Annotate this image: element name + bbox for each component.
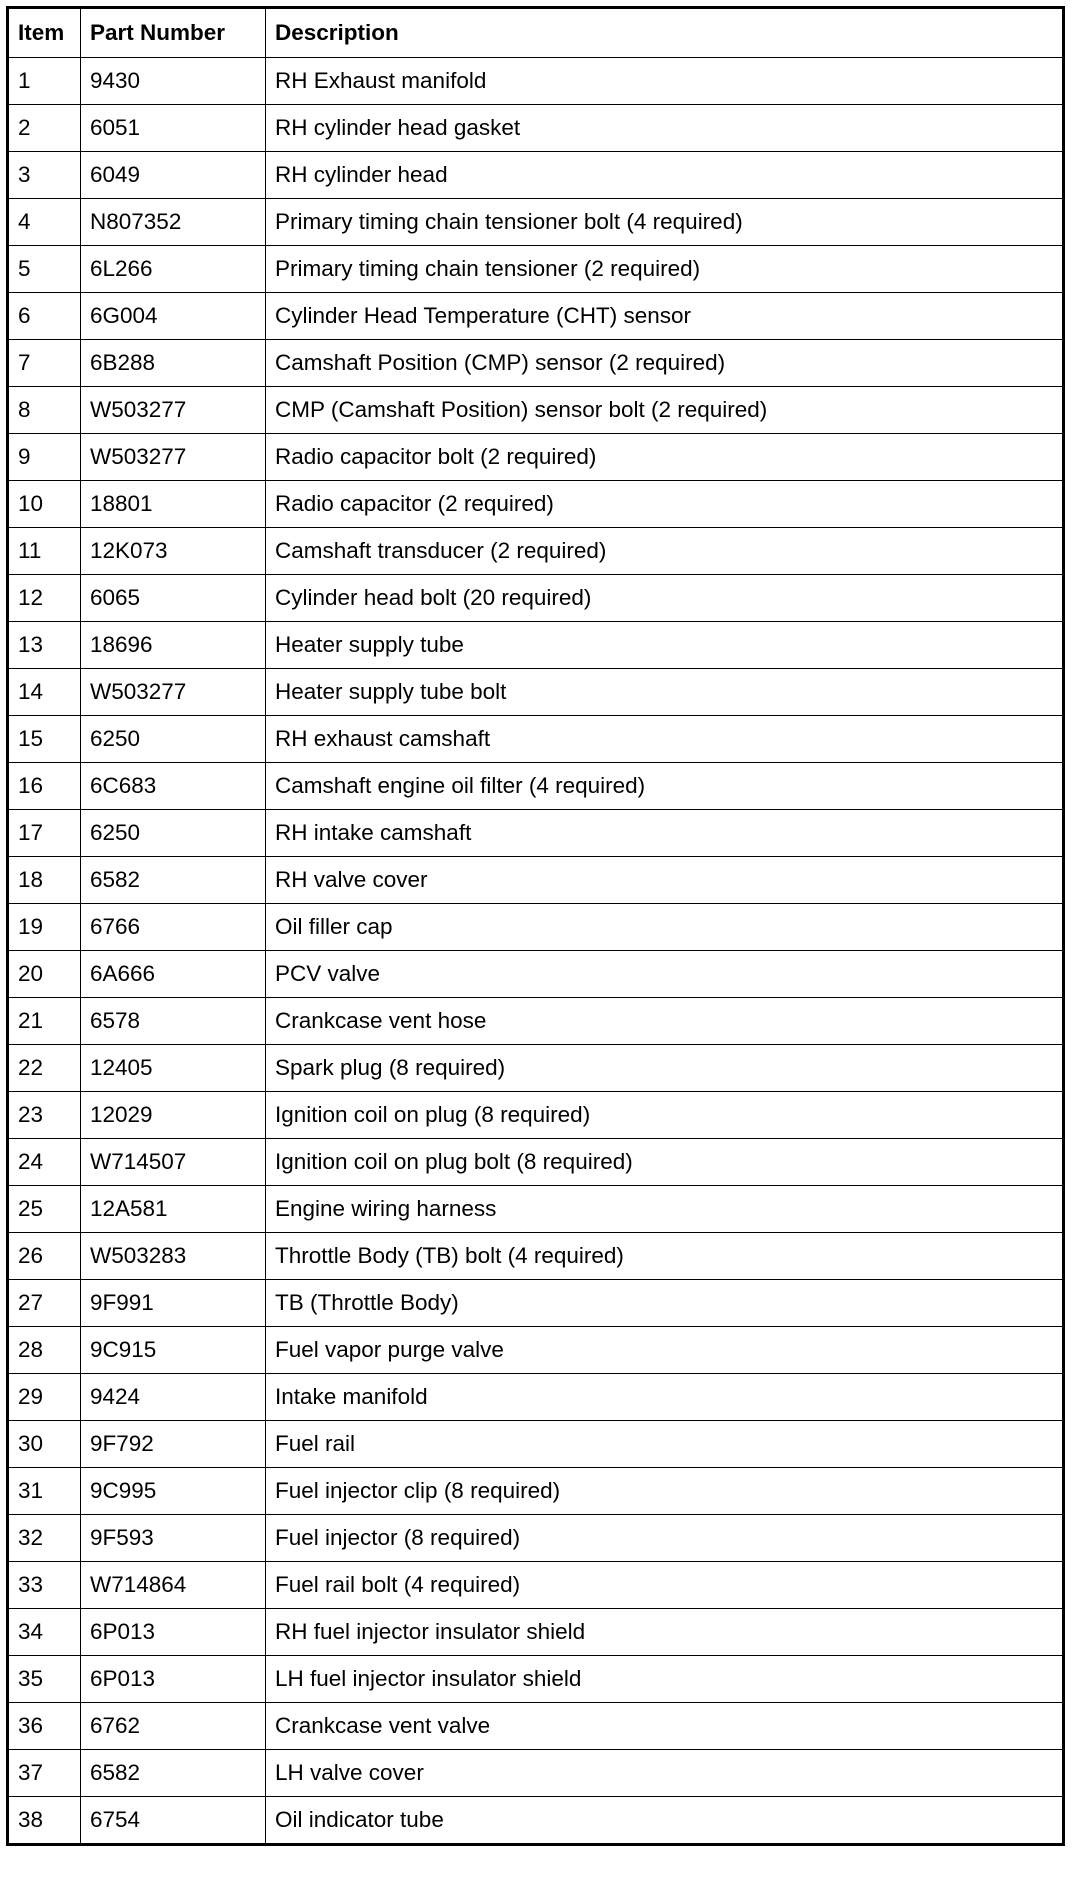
description-cell: TB (Throttle Body): [266, 1280, 1064, 1327]
table-row: [8, 1421, 1064, 1468]
table-row: [8, 1233, 1064, 1280]
part-number-cell: W714507: [81, 1139, 266, 1186]
item-cell: 34: [8, 1609, 81, 1656]
description-cell: RH intake camshaft: [266, 810, 1064, 857]
part-number-cell: 6P013: [81, 1656, 266, 1703]
part-number-cell: 12029: [81, 1092, 266, 1139]
description-cell: Engine wiring harness: [266, 1186, 1064, 1233]
table-row: [8, 481, 1064, 528]
header-row: [8, 8, 1064, 58]
table-row: [8, 152, 1064, 199]
part-number-cell: 6C683: [81, 763, 266, 810]
table-row: [8, 669, 1064, 716]
part-number-cell: 6A666: [81, 951, 266, 998]
part-number-cell: 9C995: [81, 1468, 266, 1515]
item-cell: 36: [8, 1703, 81, 1750]
description-cell: RH cylinder head gasket: [266, 105, 1064, 152]
table-row: [8, 1656, 1064, 1703]
part-number-cell: 6P013: [81, 1609, 266, 1656]
table-row: [8, 951, 1064, 998]
table-row: [8, 998, 1064, 1045]
part-number-cell: W503277: [81, 434, 266, 481]
item-cell: 33: [8, 1562, 81, 1609]
table-row: [8, 1797, 1064, 1845]
item-cell: 19: [8, 904, 81, 951]
description-cell: Primary timing chain tensioner (2 required): [266, 246, 1064, 293]
parts-table-container: [6, 6, 1062, 1846]
item-cell: 22: [8, 1045, 81, 1092]
description-cell: RH exhaust camshaft: [266, 716, 1064, 763]
part-number-cell: 6065: [81, 575, 266, 622]
description-cell: Primary timing chain tensioner bolt (4 required): [266, 199, 1064, 246]
description-cell: Heater supply tube bolt: [266, 669, 1064, 716]
part-number-cell: 9424: [81, 1374, 266, 1421]
description-cell: Fuel injector clip (8 required): [266, 1468, 1064, 1515]
table-row: [8, 1562, 1064, 1609]
item-cell: 3: [8, 152, 81, 199]
description-cell: Fuel vapor purge valve: [266, 1327, 1064, 1374]
table-row: [8, 810, 1064, 857]
table-body: [8, 58, 1064, 1845]
part-number-cell: W503277: [81, 669, 266, 716]
table-row: [8, 340, 1064, 387]
description-cell: Radio capacitor (2 required): [266, 481, 1064, 528]
item-cell: 35: [8, 1656, 81, 1703]
description-cell: Radio capacitor bolt (2 required): [266, 434, 1064, 481]
item-cell: 12: [8, 575, 81, 622]
item-cell: 30: [8, 1421, 81, 1468]
description-cell: Throttle Body (TB) bolt (4 required): [266, 1233, 1064, 1280]
part-number-cell: 6B288: [81, 340, 266, 387]
part-number-cell: N807352: [81, 199, 266, 246]
table-header: [8, 8, 1064, 58]
table-row: [8, 904, 1064, 951]
item-cell: 1: [8, 58, 81, 105]
table-row: [8, 1186, 1064, 1233]
header-item: Item: [8, 8, 81, 58]
part-number-cell: 6582: [81, 857, 266, 904]
part-number-cell: 9F593: [81, 1515, 266, 1562]
part-number-cell: 18696: [81, 622, 266, 669]
item-cell: 29: [8, 1374, 81, 1421]
part-number-cell: 6L266: [81, 246, 266, 293]
table-row: [8, 387, 1064, 434]
description-cell: Spark plug (8 required): [266, 1045, 1064, 1092]
item-cell: 15: [8, 716, 81, 763]
part-number-cell: 6754: [81, 1797, 266, 1845]
part-number-cell: 12405: [81, 1045, 266, 1092]
description-cell: PCV valve: [266, 951, 1064, 998]
item-cell: 14: [8, 669, 81, 716]
description-cell: RH cylinder head: [266, 152, 1064, 199]
item-cell: 17: [8, 810, 81, 857]
description-cell: Oil indicator tube: [266, 1797, 1064, 1845]
description-cell: Intake manifold: [266, 1374, 1064, 1421]
table-row: [8, 434, 1064, 481]
item-cell: 8: [8, 387, 81, 434]
description-cell: LH valve cover: [266, 1750, 1064, 1797]
part-number-cell: W503277: [81, 387, 266, 434]
item-cell: 31: [8, 1468, 81, 1515]
table-row: [8, 763, 1064, 810]
item-cell: 11: [8, 528, 81, 575]
item-cell: 4: [8, 199, 81, 246]
description-cell: Camshaft transducer (2 required): [266, 528, 1064, 575]
item-cell: 26: [8, 1233, 81, 1280]
item-cell: 10: [8, 481, 81, 528]
part-number-cell: 6250: [81, 810, 266, 857]
item-cell: 24: [8, 1139, 81, 1186]
item-cell: 37: [8, 1750, 81, 1797]
description-cell: Fuel rail: [266, 1421, 1064, 1468]
item-cell: 16: [8, 763, 81, 810]
description-cell: Fuel injector (8 required): [266, 1515, 1064, 1562]
description-cell: Ignition coil on plug bolt (8 required): [266, 1139, 1064, 1186]
table-row: [8, 58, 1064, 105]
part-number-cell: 6766: [81, 904, 266, 951]
table-row: [8, 1609, 1064, 1656]
item-cell: 23: [8, 1092, 81, 1139]
part-number-cell: 6049: [81, 152, 266, 199]
table-row: [8, 622, 1064, 669]
item-cell: 20: [8, 951, 81, 998]
description-cell: Crankcase vent hose: [266, 998, 1064, 1045]
item-cell: 32: [8, 1515, 81, 1562]
description-cell: Crankcase vent valve: [266, 1703, 1064, 1750]
part-number-cell: W714864: [81, 1562, 266, 1609]
part-number-cell: 6582: [81, 1750, 266, 1797]
part-number-cell: 9F991: [81, 1280, 266, 1327]
description-cell: Heater supply tube: [266, 622, 1064, 669]
table-row: [8, 1374, 1064, 1421]
part-number-cell: 9C915: [81, 1327, 266, 1374]
item-cell: 25: [8, 1186, 81, 1233]
item-cell: 2: [8, 105, 81, 152]
parts-table: [6, 6, 1065, 1846]
description-cell: RH fuel injector insulator shield: [266, 1609, 1064, 1656]
part-number-cell: 12K073: [81, 528, 266, 575]
description-cell: Cylinder head bolt (20 required): [266, 575, 1064, 622]
description-cell: RH valve cover: [266, 857, 1064, 904]
table-row: [8, 1327, 1064, 1374]
part-number-cell: 18801: [81, 481, 266, 528]
part-number-cell: W503283: [81, 1233, 266, 1280]
table-row: [8, 105, 1064, 152]
table-row: [8, 293, 1064, 340]
table-row: [8, 1703, 1064, 1750]
table-row: [8, 199, 1064, 246]
item-cell: 6: [8, 293, 81, 340]
table-row: [8, 716, 1064, 763]
description-cell: Camshaft engine oil filter (4 required): [266, 763, 1064, 810]
table-row: [8, 1468, 1064, 1515]
header-description: Description: [266, 8, 1064, 58]
table-row: [8, 1092, 1064, 1139]
item-cell: 27: [8, 1280, 81, 1327]
item-cell: 18: [8, 857, 81, 904]
description-cell: LH fuel injector insulator shield: [266, 1656, 1064, 1703]
description-cell: Cylinder Head Temperature (CHT) sensor: [266, 293, 1064, 340]
item-cell: 5: [8, 246, 81, 293]
table-row: [8, 575, 1064, 622]
table-row: [8, 1139, 1064, 1186]
part-number-cell: 6250: [81, 716, 266, 763]
item-cell: 9: [8, 434, 81, 481]
part-number-cell: 6578: [81, 998, 266, 1045]
table-row: [8, 528, 1064, 575]
part-number-cell: 9F792: [81, 1421, 266, 1468]
description-cell: Fuel rail bolt (4 required): [266, 1562, 1064, 1609]
item-cell: 21: [8, 998, 81, 1045]
header-part-number: Part Number: [81, 8, 266, 58]
part-number-cell: 6051: [81, 105, 266, 152]
table-row: [8, 1515, 1064, 1562]
part-number-cell: 6G004: [81, 293, 266, 340]
part-number-cell: 9430: [81, 58, 266, 105]
item-cell: 28: [8, 1327, 81, 1374]
description-cell: Ignition coil on plug (8 required): [266, 1092, 1064, 1139]
part-number-cell: 6762: [81, 1703, 266, 1750]
item-cell: 13: [8, 622, 81, 669]
description-cell: RH Exhaust manifold: [266, 58, 1064, 105]
table-row: [8, 246, 1064, 293]
description-cell: Camshaft Position (CMP) sensor (2 required): [266, 340, 1064, 387]
part-number-cell: 12A581: [81, 1186, 266, 1233]
description-cell: Oil filler cap: [266, 904, 1064, 951]
item-cell: 7: [8, 340, 81, 387]
item-cell: 38: [8, 1797, 81, 1845]
table-row: [8, 857, 1064, 904]
table-row: [8, 1045, 1064, 1092]
table-row: [8, 1280, 1064, 1327]
table-row: [8, 1750, 1064, 1797]
description-cell: CMP (Camshaft Position) sensor bolt (2 required): [266, 387, 1064, 434]
